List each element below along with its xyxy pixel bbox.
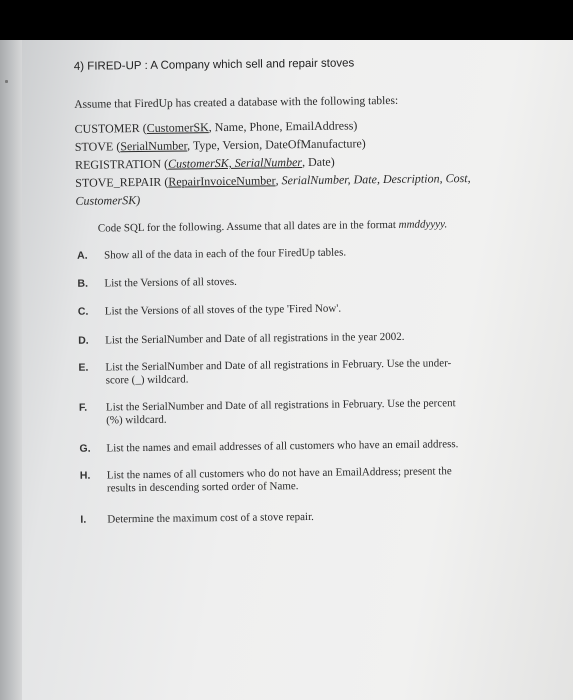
question-text: List the SerialNumber and Date of all registrations in the year 2002. [105, 330, 405, 347]
question-letter: A. [77, 249, 88, 262]
primary-key: SerialNumber [120, 138, 188, 154]
question-letter: E. [78, 361, 89, 374]
table-name: CUSTOMER [74, 121, 140, 136]
question-text: List the names and email addresses of all customers who have an email address. [106, 438, 459, 455]
table-customer: CUSTOMER (CustomerSK, Name, Phone, EmailAddress) [74, 118, 358, 136]
question-text: List the Versions of all stoves of the type 'Fired Now'. [104, 302, 342, 318]
question-text: Determine the maximum cost of a stove repair. [107, 510, 314, 526]
question-text-continued: results in descending sorted order of Name. [106, 480, 299, 495]
primary-key: RepairInvoiceNumber [168, 173, 276, 189]
question-letter: I. [80, 513, 87, 526]
table-stove-repair: STOVE_REPAIR (RepairInvoiceNumber, SerialNumber, Date, Description, Cost, [75, 170, 471, 190]
primary-key: CustomerSK, SerialNumber [167, 155, 303, 171]
document-page [0, 40, 573, 700]
question-letter: C. [77, 305, 89, 318]
primary-key: CustomerSK [146, 120, 209, 135]
table-name: STOVE [74, 139, 114, 154]
question-text: List the names of all customers who do not have an EmailAddress; present the [106, 465, 452, 482]
table-name: STOVE_REPAIR [75, 174, 162, 190]
intro-text: Assume that FiredUp has created a database with the following tables: [74, 94, 399, 111]
question-letter: H. [79, 469, 91, 482]
question-text: List the SerialNumber and Date of all registrations in February. Use the under- [105, 357, 452, 374]
problem-heading: 4) FIRED-UP : A Company which sell and repair stoves [73, 57, 355, 73]
question-text: List the SerialNumber and Date of all registrations in February. Use the percent [105, 397, 456, 414]
document-body [0, 40, 573, 700]
table-registration: REGISTRATION (CustomerSK, SerialNumber, Date) [74, 154, 335, 172]
question-letter: B. [77, 277, 89, 290]
question-text: List the Versions of all stoves. [104, 275, 237, 290]
table-stove-repair-cont: CustomerSK) [75, 193, 141, 208]
question-text-continued: score (_) wildcard. [105, 373, 189, 387]
question-text: Show all of the data in each of the four FiredUp tables. [104, 246, 347, 262]
question-letter: F. [78, 401, 88, 414]
question-text-continued: (%) wildcard. [106, 413, 167, 427]
table-stove: STOVE (SerialNumber, Type, Version, DateOfManufacture) [74, 136, 366, 154]
question-letter: G. [79, 442, 91, 455]
table-name: REGISTRATION [74, 156, 162, 172]
instruction-text: Code SQL for the following. Assume that all dates are in the format mmddyyyy. [97, 218, 448, 235]
question-letter: D. [78, 334, 89, 347]
